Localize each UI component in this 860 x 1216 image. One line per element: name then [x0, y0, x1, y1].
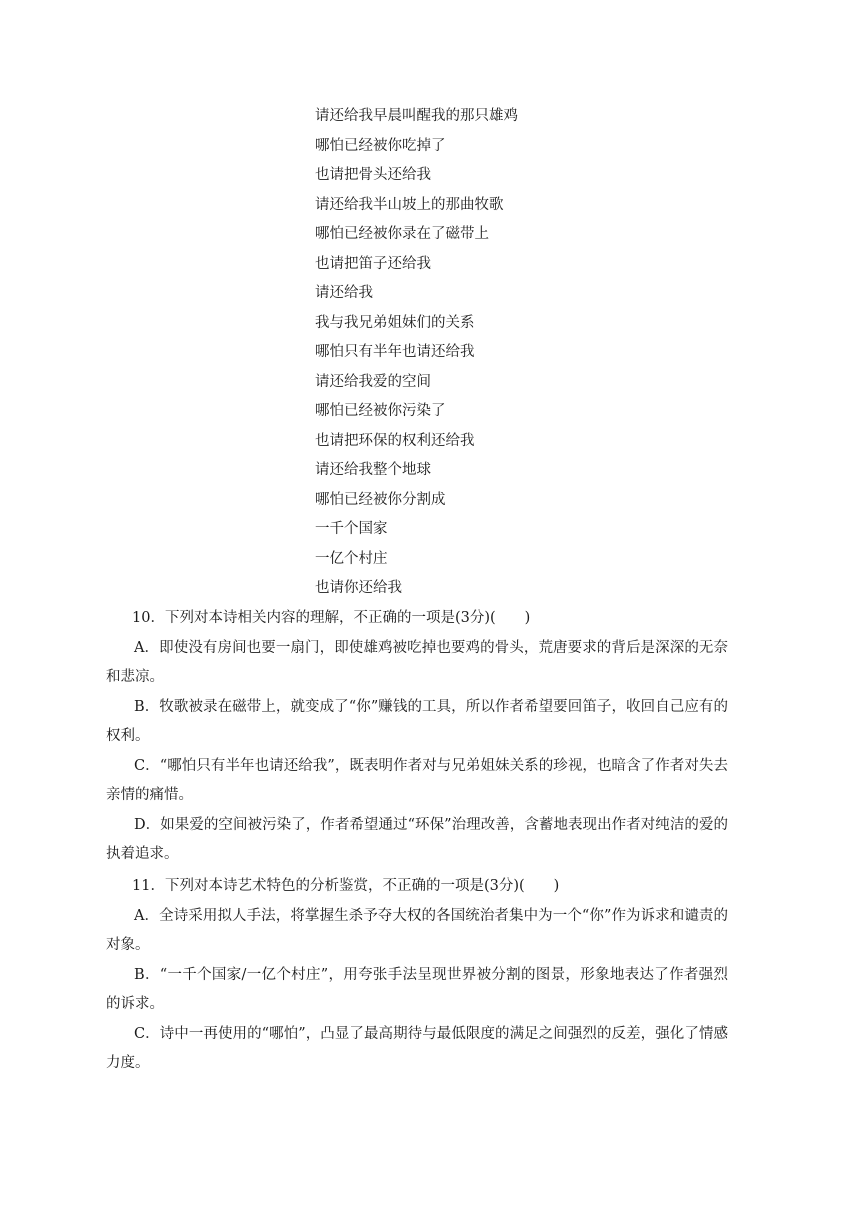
poem-line: 也请把笛子还给我 [315, 255, 431, 272]
poem-line: 也请把骨头还给我 [315, 167, 431, 183]
option-d: D．如果爱的空间被污染了，作者希望通过“环保”治理改善，含蓄地表现出作者对纯洁的爱的执着追求。 [106, 816, 728, 862]
option-a: A．即使没有房间也要一扇门，即使雄鸡被吃掉也要鸡的骨头，荒唐要求的背后是深深的无奈和悲凉。 [106, 639, 728, 685]
poem-line: 请还给我 [315, 285, 373, 301]
poem-line: 一亿个村庄 [315, 550, 388, 567]
poem-line: 我与我兄弟姐妹们的关系 [315, 314, 475, 331]
poem-line: 请还给我爱的空间 [315, 373, 431, 390]
question-stem: 10．下列对本诗相关内容的理解，不正确的一项是(3分)( ) [132, 610, 531, 626]
poem-line: 哪怕已经被你污染了 [315, 403, 446, 419]
poem-line: 一千个国家 [315, 521, 388, 537]
option-c: C．诗中一再使用的“哪怕”，凸显了最高期待与最低限度的满足之间强烈的反差，强化了情感力度。 [106, 1025, 728, 1071]
poem-line: 哪怕已经被你录在了磁带上 [315, 226, 489, 242]
poem-line: 也请把环保的权利还给我 [315, 432, 475, 449]
poem-line: 哪怕已经被你吃掉了 [315, 137, 446, 154]
poem-line: 哪怕只有半年也请还给我 [315, 344, 475, 360]
option-a: A．全诗采用拟人手法，将掌握生杀予夺大权的各国统治者集中为一个“你”作为诉求和谴责的对象。 [106, 907, 728, 953]
option-c: C．“哪怕只有半年也请还给我”，既表明作者对与兄弟姐妹关系的珍视，也暗含了作者对失去亲情的痛惜。 [106, 757, 728, 803]
poem [315, 102, 735, 604]
poem-line: 请还给我早晨叫醒我的那只雄鸡 [315, 108, 518, 124]
poem-line: 也请你还给我 [315, 580, 402, 596]
question-10 [106, 604, 728, 870]
poem-line: 哪怕已经被你分割成 [315, 491, 446, 508]
poem-line: 请还给我整个地球 [315, 462, 431, 478]
question-stem: 11．下列对本诗艺术特色的分析鉴赏，不正确的一项是(3分)( ) [132, 878, 560, 894]
poem-line: 请还给我半山坡上的那曲牧歌 [315, 196, 504, 213]
option-b: B．“一千个国家/一亿个村庄”，用夸张手法呈现世界被分割的图景，形象地表达了作者强烈的诉求。 [106, 966, 728, 1012]
question-11 [106, 872, 728, 1079]
option-b: B．牧歌被录在磁带上，就变成了“你”赚钱的工具，所以作者希望要回笛子，收回自己应有的权利。 [106, 698, 728, 744]
